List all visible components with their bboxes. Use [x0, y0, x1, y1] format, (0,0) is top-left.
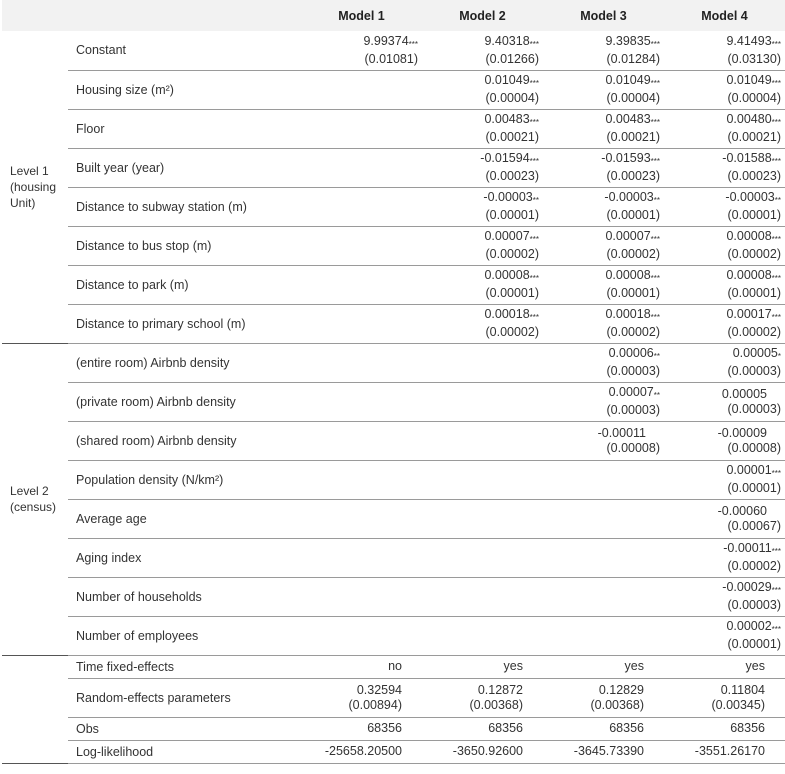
coefficient-value: -0.00011: [597, 425, 646, 440]
standard-error-value: (0.00023): [606, 169, 660, 183]
row-model-2-cell: [422, 577, 543, 616]
footer-model-1-cell: [301, 740, 422, 763]
standard-error-value: (0.00021): [727, 130, 781, 144]
significance-stars: ***: [650, 39, 660, 49]
row-model-1-cell: [301, 148, 422, 187]
standard-error-value: (0.00008): [727, 440, 781, 455]
row-model-1-cell: [301, 304, 422, 343]
coefficient-value: -0.00060: [717, 503, 767, 518]
coefficient-value: 9.40318: [484, 33, 530, 48]
row-model-1-cell: [301, 70, 422, 109]
table-row: [2, 109, 785, 148]
coefficient-value: -0.01593: [601, 151, 651, 165]
coefficient-value: 0.12829: [598, 682, 644, 697]
standard-error-value: (0.00004): [727, 91, 781, 105]
standard-error-value: (0.00002): [485, 325, 539, 339]
coefficient-value: 0.00007: [605, 229, 651, 243]
header-model-3: Model 3: [543, 0, 664, 31]
coefficient-value: -3645.73390: [573, 744, 644, 758]
significance-stars: ***: [771, 547, 781, 556]
significance-stars: ***: [771, 274, 781, 283]
header-model-2: Model 2: [422, 0, 543, 31]
row-model-4-cell: [664, 70, 785, 109]
row-model-2-cell: [422, 226, 543, 265]
table-row: [2, 460, 785, 499]
header-variable-cell: [68, 0, 301, 31]
row-model-4-cell: [664, 109, 785, 148]
row-model-1-cell: [301, 382, 422, 421]
header-model-4: Model 4: [664, 0, 785, 31]
footer-model-1-cell: [301, 655, 422, 678]
row-model-3-cell: [543, 382, 664, 421]
summary-label: Obs: [68, 717, 301, 740]
variable-label: Distance to bus stop (m): [68, 226, 301, 265]
coefficient-value: 0.00006: [608, 346, 654, 360]
standard-error-value: (0.00023): [727, 169, 781, 183]
significance-stars: ***: [650, 157, 660, 166]
summary-label: Random-effects parameters: [68, 678, 301, 717]
summary-blank-cell: [2, 678, 68, 717]
coefficient-value: -0.00003: [483, 190, 533, 204]
standard-error-value: (0.00001): [727, 481, 781, 495]
row-model-4-cell: [664, 304, 785, 343]
standard-error-value: (0.00021): [606, 130, 660, 144]
footer-model-3-cell: [543, 740, 664, 763]
group-label-level-1: Level 1 (housing Unit): [2, 31, 68, 343]
coefficient-value: -0.00011: [723, 541, 772, 555]
significance-stars: ***: [771, 79, 781, 88]
coefficient-value: 0.00008: [726, 229, 772, 243]
summary-blank-cell: [2, 655, 68, 678]
significance-stars: ***: [771, 586, 781, 595]
row-model-4-cell: [664, 382, 785, 421]
standard-error-value: (0.00002): [606, 247, 660, 261]
row-model-3-cell: [543, 343, 664, 382]
summary-row: [2, 740, 785, 763]
coefficient-value: -0.00009: [717, 425, 767, 440]
significance-stars: ***: [650, 118, 660, 127]
coefficient-value: 0.00483: [605, 112, 651, 126]
row-model-2-cell: [422, 265, 543, 304]
coefficient-value: 9.39835: [605, 33, 651, 48]
standard-error-value: (0.01266): [485, 51, 539, 66]
row-model-4-cell: [664, 187, 785, 226]
coefficient-value: -3551.26170: [694, 744, 765, 758]
coefficient-value: 0.00018: [484, 307, 530, 321]
coefficient-value: 68356: [367, 721, 402, 735]
variable-label: (entire room) Airbnb density: [68, 343, 301, 382]
row-model-1-cell: [301, 421, 422, 460]
significance-stars: ***: [771, 469, 781, 478]
standard-error-value: (0.00001): [727, 286, 781, 300]
significance-stars: ***: [529, 157, 539, 166]
significance-stars: ***: [529, 79, 539, 88]
standard-error-value: (0.01081): [364, 51, 418, 66]
footer-model-2-cell: [422, 717, 543, 740]
coefficient-value: 0.00008: [726, 268, 772, 282]
coefficient-value: 0.00018: [605, 307, 651, 321]
standard-error-value: (0.00002): [727, 247, 781, 261]
standard-error-value: (0.00021): [485, 130, 539, 144]
variable-label: Distance to primary school (m): [68, 304, 301, 343]
coefficient-value: 0.32594: [356, 682, 402, 697]
standard-error-value: (0.00894): [348, 697, 402, 712]
row-model-3-cell: [543, 616, 664, 655]
coefficient-value: -0.00003: [604, 190, 654, 204]
row-model-1-cell: [301, 499, 422, 538]
row-model-3-cell: [543, 226, 664, 265]
significance-stars: *: [777, 352, 781, 361]
significance-stars: ***: [650, 313, 660, 322]
variable-label: Distance to subway station (m): [68, 187, 301, 226]
coefficient-value: no: [388, 659, 402, 673]
coefficient-value: 0.00007: [484, 229, 530, 243]
standard-error-value: (0.00023): [485, 169, 539, 183]
variable-label: Number of households: [68, 577, 301, 616]
footer-model-3-cell: [543, 678, 664, 717]
row-model-2-cell: [422, 70, 543, 109]
summary-blank-cell: [2, 740, 68, 763]
row-model-2-cell: [422, 187, 543, 226]
variable-label: Floor: [68, 109, 301, 148]
significance-stars: ***: [771, 118, 781, 127]
summary-row: [2, 717, 785, 740]
footer-model-1-cell: [301, 678, 422, 717]
coefficient-value: 0.00002: [726, 619, 772, 633]
significance-stars: ***: [650, 274, 660, 283]
standard-error-value: (0.00001): [606, 286, 660, 300]
table-row: [2, 343, 785, 382]
row-model-4-cell: [664, 31, 785, 70]
coefficient-value: yes: [745, 659, 765, 673]
standard-error-value: (0.00003): [727, 598, 781, 612]
standard-error-value: (0.00001): [485, 286, 539, 300]
significance-stars: ***: [529, 235, 539, 244]
coefficient-value: 0.00480: [726, 112, 772, 126]
standard-error-value: (0.00345): [711, 697, 765, 712]
variable-label: Built year (year): [68, 148, 301, 187]
summary-blank-cell: [2, 717, 68, 740]
variable-label: Constant: [68, 31, 301, 70]
standard-error-value: (0.00003): [606, 364, 660, 378]
row-model-4-cell: [664, 499, 785, 538]
summary-label: Time fixed-effects: [68, 655, 301, 678]
coefficient-value: 0.01049: [726, 73, 772, 87]
row-model-4-cell: [664, 148, 785, 187]
variable-label: Number of employees: [68, 616, 301, 655]
row-model-4-cell: [664, 343, 785, 382]
standard-error-value: (0.00001): [606, 208, 660, 222]
significance-stars: ***: [771, 39, 781, 49]
footer-model-2-cell: [422, 678, 543, 717]
significance-stars: **: [774, 196, 781, 205]
coefficient-value: 0.12872: [477, 682, 523, 697]
significance-stars: **: [653, 352, 660, 361]
coefficient-value: 0.01049: [605, 73, 651, 87]
coefficient-value: yes: [503, 659, 523, 673]
row-model-3-cell: [543, 265, 664, 304]
coefficient-value: 0.00483: [484, 112, 530, 126]
variable-label: Aging index: [68, 538, 301, 577]
table-row: [2, 226, 785, 265]
row-model-3-cell: [543, 538, 664, 577]
row-model-4-cell: [664, 460, 785, 499]
row-model-2-cell: [422, 382, 543, 421]
table-row: [2, 577, 785, 616]
standard-error-value: (0.00368): [469, 697, 523, 712]
row-model-3-cell: [543, 148, 664, 187]
variable-label: Population density (N/km²): [68, 460, 301, 499]
standard-error-value: (0.00368): [590, 697, 644, 712]
header-model-1: Model 1: [301, 0, 422, 31]
row-model-4-cell: [664, 421, 785, 460]
row-model-2-cell: [422, 31, 543, 70]
header-blank-cell: [2, 0, 68, 31]
row-model-2-cell: [422, 616, 543, 655]
significance-stars: ***: [771, 235, 781, 244]
row-model-1-cell: [301, 109, 422, 148]
row-model-4-cell: [664, 538, 785, 577]
footer-model-4-cell: [664, 678, 785, 717]
variable-label: (shared room) Airbnb density: [68, 421, 301, 460]
row-model-3-cell: [543, 499, 664, 538]
coefficient-value: 0.01049: [484, 73, 530, 87]
coefficient-value: 0.11804: [720, 682, 765, 697]
coefficient-value: -3650.92600: [452, 744, 523, 758]
coefficient-value: 68356: [609, 721, 644, 735]
standard-error-value: (0.00001): [727, 208, 781, 222]
footer-model-2-cell: [422, 655, 543, 678]
row-model-2-cell: [422, 343, 543, 382]
coefficient-value: -0.00029: [722, 580, 772, 594]
row-model-1-cell: [301, 343, 422, 382]
standard-error-value: (0.00003): [727, 401, 781, 416]
row-model-1-cell: [301, 460, 422, 499]
table-row: [2, 616, 785, 655]
standard-error-value: (0.00002): [485, 247, 539, 261]
summary-row: [2, 655, 785, 678]
table-row: [2, 70, 785, 109]
row-model-2-cell: [422, 109, 543, 148]
footer-model-2-cell: [422, 740, 543, 763]
row-model-3-cell: [543, 421, 664, 460]
row-model-1-cell: [301, 31, 422, 70]
row-model-4-cell: [664, 616, 785, 655]
row-model-2-cell: [422, 538, 543, 577]
standard-error-value: (0.00008): [606, 440, 660, 455]
table-row: [2, 148, 785, 187]
table-row: [2, 538, 785, 577]
row-model-2-cell: [422, 421, 543, 460]
coefficient-value: 68356: [730, 721, 765, 735]
standard-error-value: (0.01284): [606, 51, 660, 66]
significance-stars: **: [653, 391, 660, 400]
row-model-3-cell: [543, 109, 664, 148]
row-model-1-cell: [301, 538, 422, 577]
significance-stars: ***: [650, 235, 660, 244]
row-model-2-cell: [422, 460, 543, 499]
standard-error-value: (0.00002): [727, 325, 781, 339]
table-row: [2, 382, 785, 421]
coefficient-value: 0.00017: [726, 307, 772, 321]
row-model-3-cell: [543, 304, 664, 343]
group-label-level-2: Level 2 (census): [2, 343, 68, 655]
significance-stars: ***: [771, 625, 781, 634]
standard-error-value: (0.00001): [485, 208, 539, 222]
significance-stars: ***: [529, 39, 539, 49]
footer-model-4-cell: [664, 717, 785, 740]
row-model-1-cell: [301, 226, 422, 265]
row-model-3-cell: [543, 577, 664, 616]
table-row: [2, 187, 785, 226]
significance-stars: ***: [650, 79, 660, 88]
row-model-3-cell: [543, 460, 664, 499]
significance-stars: ***: [408, 39, 418, 49]
significance-stars: ***: [529, 313, 539, 322]
standard-error-value: (0.00002): [727, 559, 781, 573]
row-model-3-cell: [543, 31, 664, 70]
row-model-1-cell: [301, 577, 422, 616]
coefficient-value: 9.99374: [363, 33, 409, 48]
table-row: [2, 265, 785, 304]
row-model-3-cell: [543, 187, 664, 226]
variable-label: Average age: [68, 499, 301, 538]
coefficient-value: 0.00008: [605, 268, 651, 282]
coefficient-value: 68356: [488, 721, 523, 735]
table-row: [2, 304, 785, 343]
footer-model-3-cell: [543, 655, 664, 678]
footer-model-4-cell: [664, 655, 785, 678]
standard-error-value: (0.00003): [606, 403, 660, 417]
row-model-1-cell: [301, 616, 422, 655]
table-body: [2, 31, 785, 763]
standard-error-value: (0.00004): [485, 91, 539, 105]
coefficient-value: -25658.20500: [324, 744, 402, 758]
significance-stars: **: [532, 196, 539, 205]
row-model-4-cell: [664, 226, 785, 265]
summary-row: [2, 678, 785, 717]
row-model-1-cell: [301, 187, 422, 226]
footer-model-4-cell: [664, 740, 785, 763]
coefficient-value: 0.00008: [484, 268, 530, 282]
row-model-3-cell: [543, 70, 664, 109]
footer-model-1-cell: [301, 717, 422, 740]
variable-label: (private room) Airbnb density: [68, 382, 301, 421]
standard-error-value: (0.00067): [727, 518, 781, 533]
coefficient-value: -0.01588: [722, 151, 772, 165]
standard-error-value: (0.00003): [727, 364, 781, 378]
table-row: [2, 421, 785, 460]
row-model-1-cell: [301, 265, 422, 304]
coefficient-value: yes: [624, 659, 644, 673]
coefficient-value: -0.01594: [480, 151, 530, 165]
significance-stars: ***: [771, 313, 781, 322]
summary-label: Log-likelihood: [68, 740, 301, 763]
significance-stars: ***: [529, 274, 539, 283]
coefficient-value: 0.00001: [726, 463, 772, 477]
standard-error-value: (0.00004): [606, 91, 660, 105]
significance-stars: ***: [771, 157, 781, 166]
standard-error-value: (0.03130): [727, 51, 781, 66]
coefficient-value: 0.00005: [721, 386, 767, 401]
significance-stars: ***: [529, 118, 539, 127]
coefficient-value: 0.00007: [608, 385, 654, 399]
table-row: [2, 499, 785, 538]
row-model-2-cell: [422, 148, 543, 187]
coefficient-value: 0.00005: [732, 346, 778, 360]
row-model-2-cell: [422, 304, 543, 343]
variable-label: Housing size (m²): [68, 70, 301, 109]
footer-model-3-cell: [543, 717, 664, 740]
standard-error-value: (0.00001): [727, 637, 781, 651]
coefficient-value: -0.00003: [725, 190, 775, 204]
standard-error-value: (0.00002): [606, 325, 660, 339]
table-row: [2, 31, 785, 70]
row-model-4-cell: [664, 265, 785, 304]
regression-table: [2, 0, 785, 764]
header-row: [2, 0, 785, 31]
row-model-4-cell: [664, 577, 785, 616]
coefficient-value: 9.41493: [726, 33, 772, 48]
significance-stars: **: [653, 196, 660, 205]
row-model-2-cell: [422, 499, 543, 538]
variable-label: Distance to park (m): [68, 265, 301, 304]
